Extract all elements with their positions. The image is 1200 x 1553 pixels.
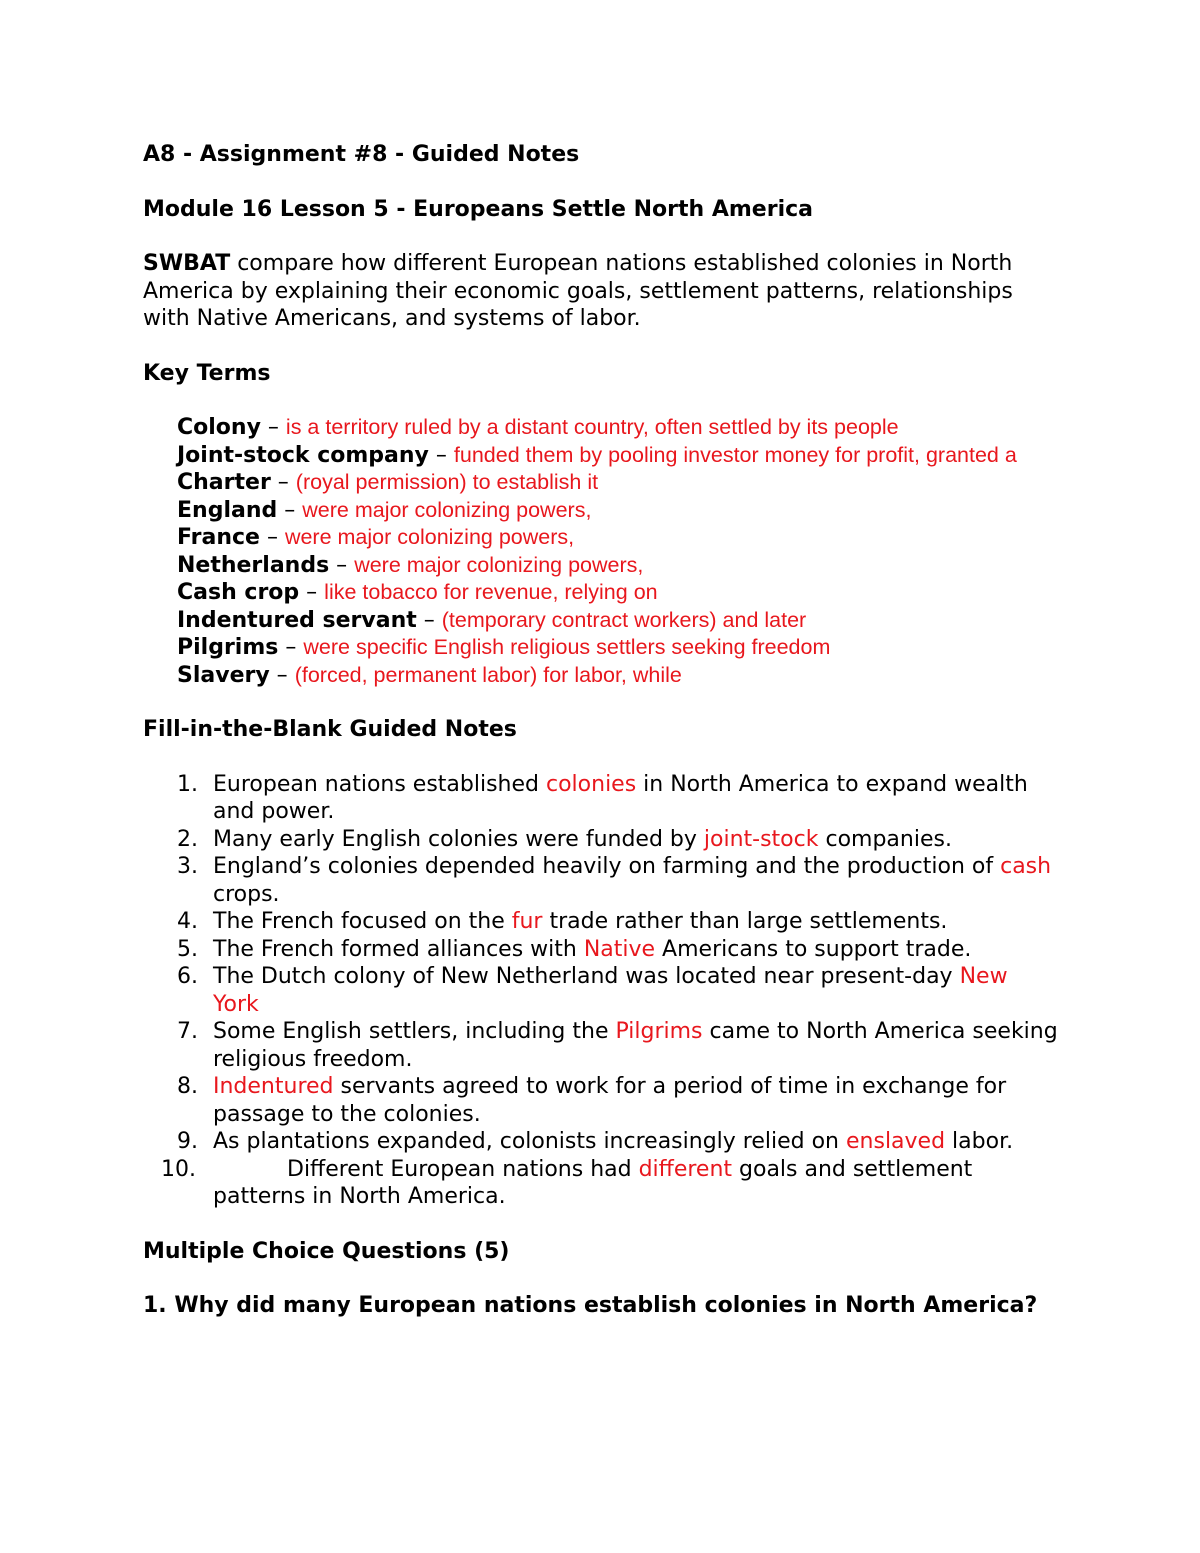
term-separator: –	[428, 442, 454, 468]
blank-answer: New York	[213, 964, 1008, 1017]
item-text-after: Americans to support trade.	[655, 936, 972, 962]
blank-answer: enslaved	[846, 1129, 946, 1154]
blank-answer: cash	[1000, 854, 1052, 879]
item-text-after: goals and settlement patterns in North America.	[213, 1156, 973, 1209]
key-terms-heading: Key Terms	[143, 360, 271, 386]
term-separator: –	[269, 662, 295, 688]
list-item	[143, 963, 1058, 1018]
assignment-title: A8 - Assignment #8 - Guided Notes	[143, 142, 580, 167]
term-separator: –	[299, 580, 325, 605]
item-number: 4.	[177, 909, 198, 934]
term-label: Slavery	[177, 662, 270, 688]
term-separator: –	[416, 607, 442, 633]
term-label: Indentured servant	[177, 607, 417, 633]
lesson-title: Module 16 Lesson 5 - Europeans Settle North America	[143, 196, 814, 222]
item-number: 7.	[177, 1019, 198, 1044]
term-separator: –	[259, 525, 285, 550]
term-separator: –	[260, 415, 286, 440]
item-number: 8.	[177, 1074, 198, 1099]
term-separator: –	[329, 552, 355, 578]
key-term-cash-crop	[177, 579, 1058, 607]
document-page	[143, 141, 1058, 1320]
blank-answer: different	[638, 1156, 733, 1182]
item-text-before: Some English settlers, including the	[213, 1019, 616, 1044]
item-text-before: Many early English colonies were funded by	[213, 826, 704, 852]
term-separator: –	[270, 470, 296, 495]
blank-answer: Pilgrims	[615, 1019, 703, 1044]
term-separator: –	[278, 635, 304, 660]
item-text-before: As plantations expanded, colonists increasingly relied on	[213, 1129, 846, 1154]
term-definition: were major colonizing powers,	[284, 525, 575, 549]
term-definition: like tobacco for revenue, relying on	[324, 580, 658, 604]
mcq-question-1: 1. Why did many European nations establish colonies in North America?	[143, 1293, 1038, 1318]
item-text-after: trade rather than large settlements.	[542, 909, 948, 934]
list-item	[143, 826, 1058, 854]
item-number: 10.	[161, 1156, 196, 1182]
mcq-heading: Multiple Choice Questions (5)	[143, 1238, 510, 1264]
item-text-after: crops.	[213, 881, 280, 907]
list-item	[143, 1156, 1058, 1211]
list-item	[143, 1128, 1058, 1156]
list-item	[143, 853, 1058, 908]
item-number: 6.	[177, 964, 198, 989]
fill-in-heading: Fill-in-the-Blank Guided Notes	[143, 717, 517, 742]
term-definition: (temporary contract workers) and later	[441, 607, 807, 632]
term-definition: were major colonizing powers,	[354, 552, 644, 577]
key-term-colony	[177, 414, 1058, 442]
swbat-paragraph	[143, 250, 1058, 333]
key-term-joint-stock	[177, 442, 1058, 470]
term-label: Pilgrims	[177, 635, 279, 660]
term-definition: funded them by pooling investor money for profit, granted a	[453, 442, 1017, 467]
item-text-before: European nations established	[213, 771, 546, 797]
term-separator: –	[277, 497, 303, 523]
term-label: Netherlands	[177, 552, 330, 578]
item-number: 1.	[177, 771, 198, 797]
term-definition: (forced, permanent labor) for labor, while	[294, 662, 682, 687]
item-number: 2.	[177, 826, 198, 852]
blank-answer: joint-stock	[703, 826, 819, 852]
fill-in-list	[143, 771, 1058, 1211]
term-label: England	[177, 497, 278, 523]
item-text-before: The Dutch colony of New Netherland was located near present-day	[213, 964, 960, 989]
list-item	[143, 771, 1058, 826]
term-definition: is a territory ruled by a distant country, often settled by its people	[285, 415, 899, 439]
term-label: Colony	[177, 415, 261, 440]
item-text-before: England’s colonies depended heavily on farming and the production of	[213, 854, 1001, 879]
term-label: France	[177, 525, 260, 550]
key-term-pilgrims	[177, 634, 1058, 662]
list-item	[143, 908, 1058, 936]
list-item	[143, 1073, 1058, 1128]
blank-answer: Indentured	[213, 1074, 334, 1099]
term-definition: were major colonizing powers,	[302, 497, 592, 522]
item-number: 5.	[177, 936, 198, 962]
item-text-before: The French focused on the	[213, 909, 512, 934]
key-term-france	[177, 524, 1058, 552]
blank-answer: fur	[511, 909, 543, 934]
item-text-after: companies.	[818, 826, 952, 852]
swbat-label: SWBAT	[143, 251, 231, 276]
swbat-text: compare how different European nations established colonies in North America by explaining their economic goals, settlement patterns, relationships with Native Americans, and systems of labor.	[143, 251, 1013, 331]
item-number: 3.	[177, 854, 198, 879]
item-text-after: came to North America seeking religious freedom.	[213, 1019, 1058, 1072]
key-term-england	[177, 497, 1058, 525]
term-label: Charter	[177, 470, 271, 495]
key-terms-list	[177, 414, 1058, 689]
key-term-slavery	[177, 662, 1058, 690]
item-text-before: The French formed alliances with	[213, 936, 584, 962]
list-item	[143, 936, 1058, 964]
term-definition: (royal permission) to establish it	[295, 470, 599, 494]
term-definition: were specific English religious settlers seeking freedom	[303, 635, 831, 659]
list-item	[143, 1018, 1058, 1073]
item-text-after: servants agreed to work for a period of time in exchange for passage to the colonies.	[213, 1074, 1007, 1127]
key-term-indentured-servant	[177, 607, 1058, 635]
item-text-after: in North America to expand wealth and power.	[213, 771, 1028, 824]
blank-answer: colonies	[546, 771, 637, 797]
term-label: Cash crop	[177, 580, 300, 605]
key-term-netherlands	[177, 552, 1058, 580]
term-label: Joint-stock company	[177, 442, 429, 468]
item-text-after: labor.	[945, 1129, 1014, 1154]
blank-answer: Native	[583, 936, 656, 962]
key-term-charter	[177, 469, 1058, 497]
item-text-before: Different European nations had	[287, 1156, 639, 1182]
item-number: 9.	[177, 1129, 198, 1154]
